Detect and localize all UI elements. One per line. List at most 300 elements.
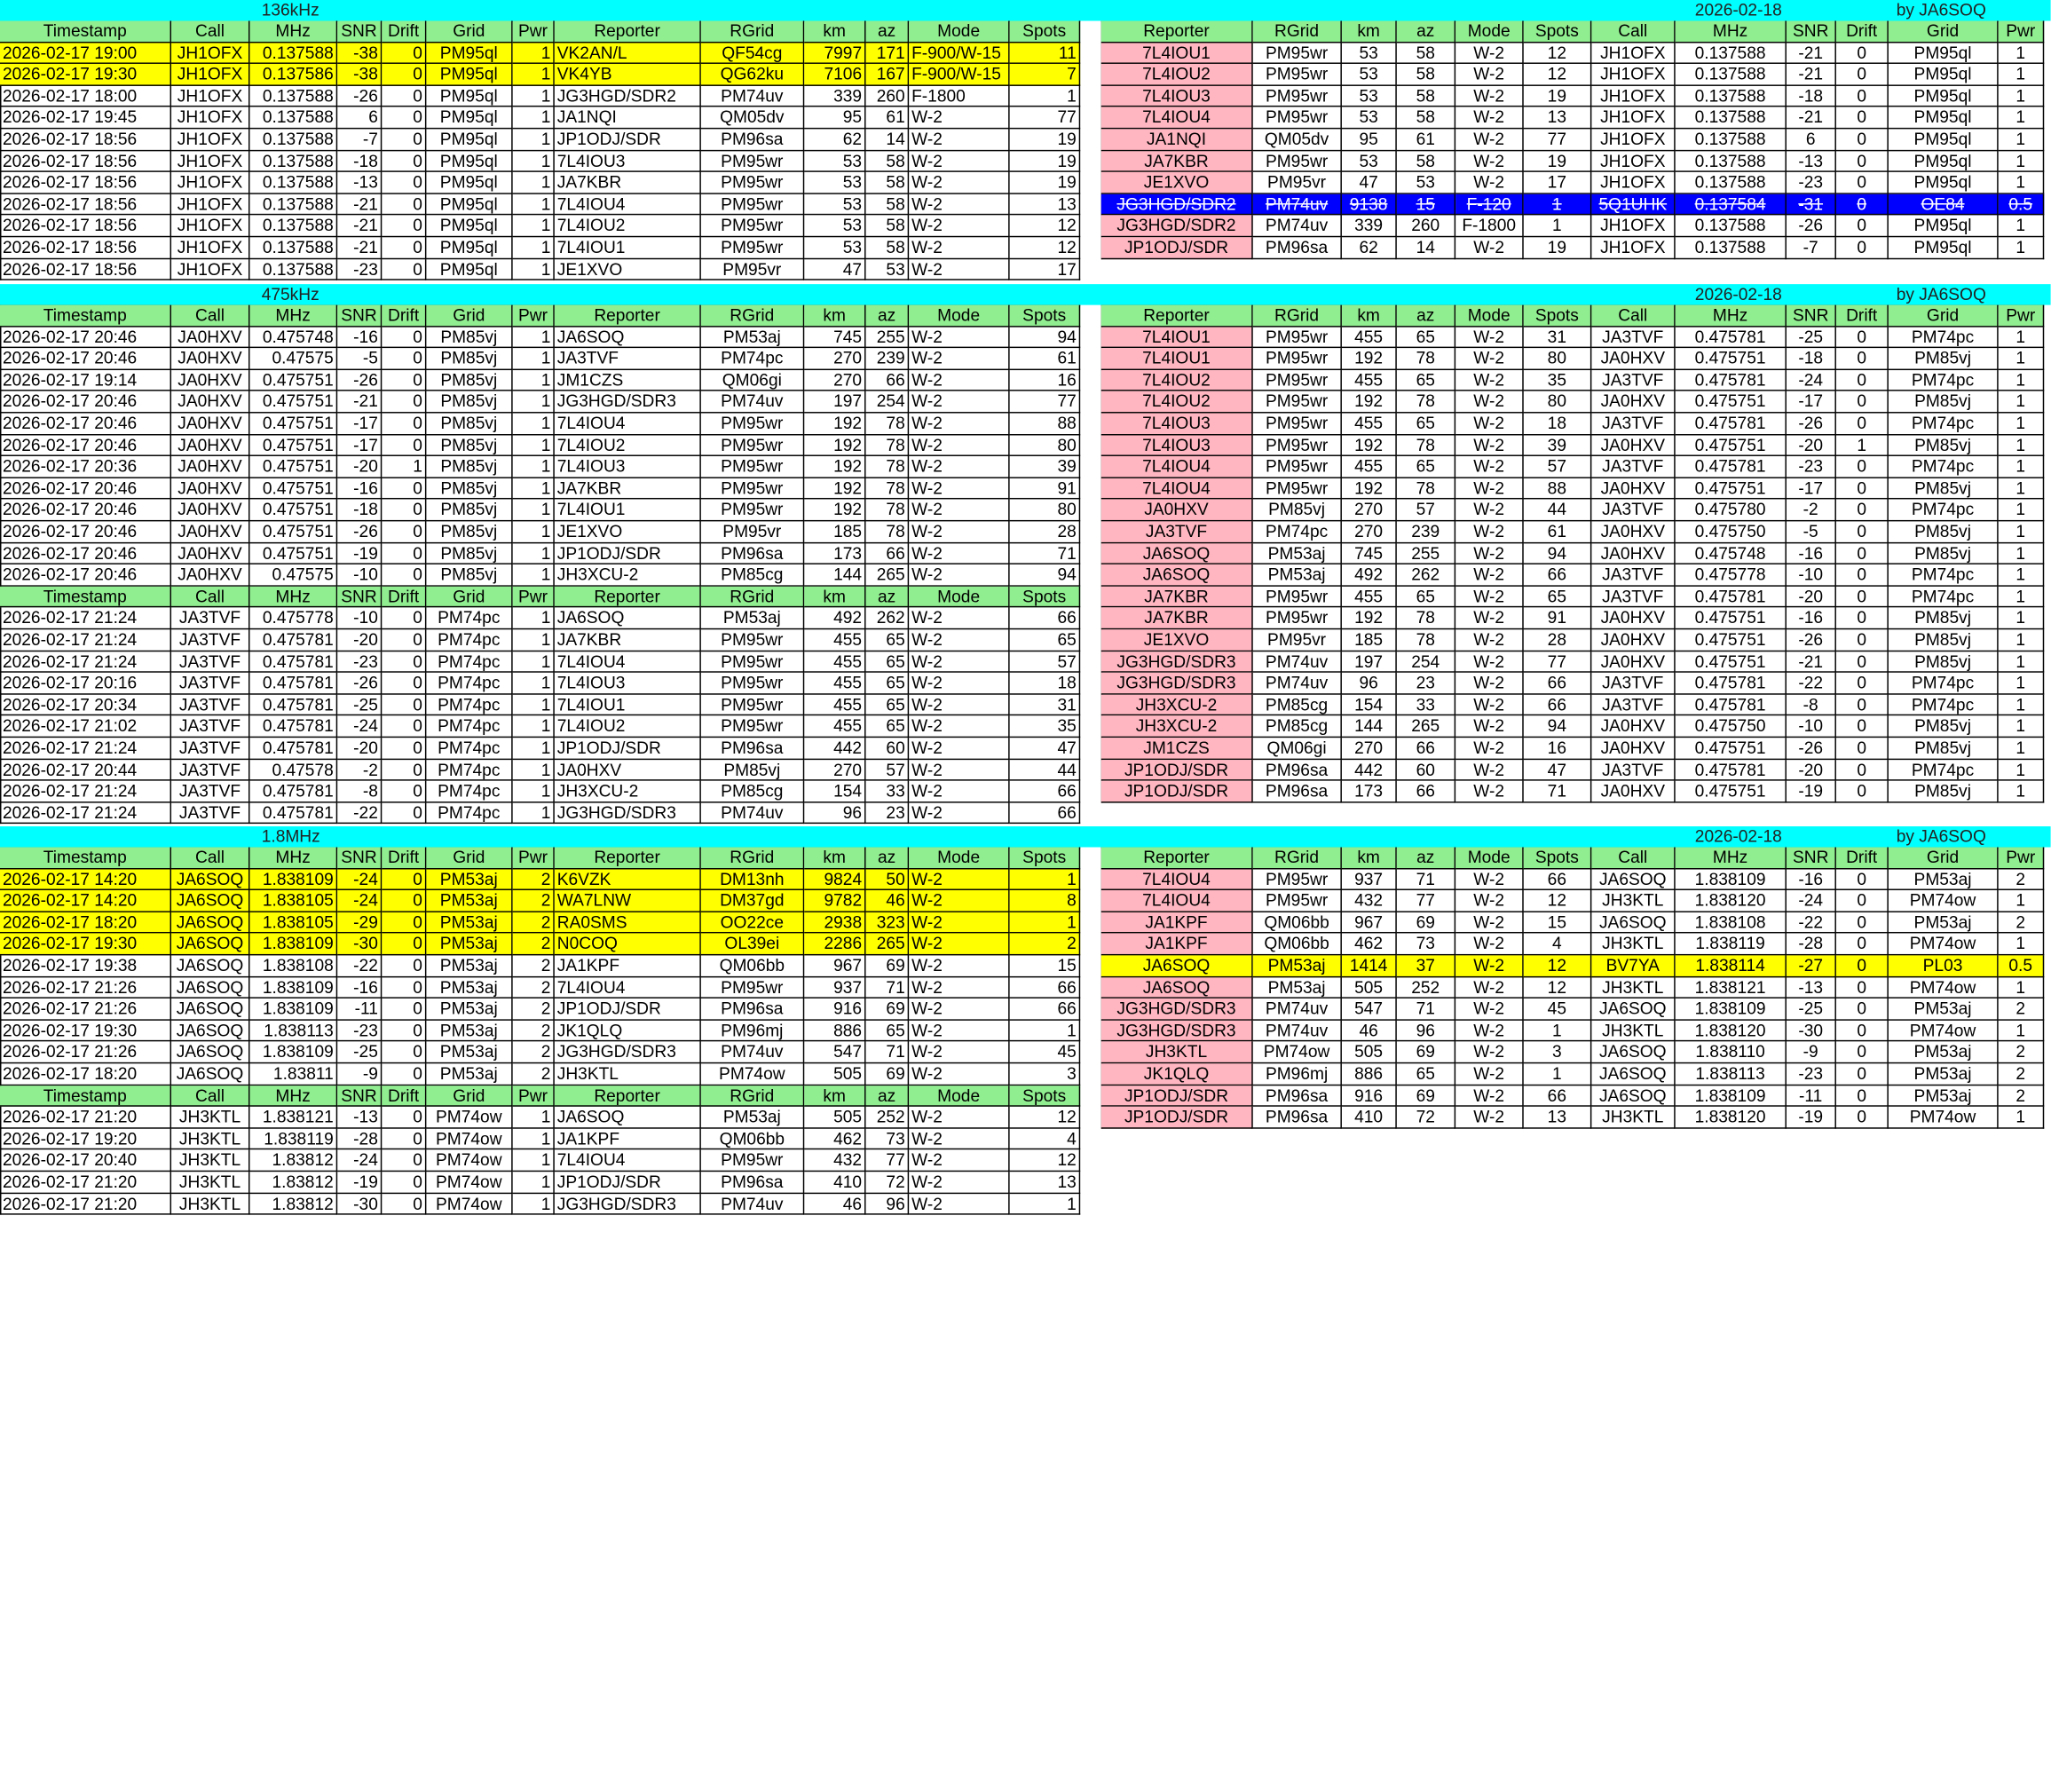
column-header-drift: Drift [382,848,426,869]
cell-call: JA3TVF [171,760,249,781]
band-author: by JA6SOQ [1896,284,1986,304]
cell-drift: 0 [382,1107,426,1128]
cell-timestamp: 2026-02-17 19:14 [0,370,171,391]
cell-mhz: 0.137588 [1676,107,1787,129]
column-header-mode: Mode [1455,848,1524,869]
cell-call: JA0HXV [1591,629,1675,651]
cell-mode: W-2 [1455,738,1524,759]
cell-spots: 94 [1010,327,1081,348]
cell-rgrid: PM95wr [1253,869,1342,890]
cell-rgrid: PM95wr [701,694,804,715]
band-date: 2026-02-18 [1694,284,1782,304]
cell-reporter: JA1KPF [555,1128,701,1149]
cell-km: 46 [804,1194,865,1215]
cell-drift: 0 [1836,1021,1889,1042]
cell-km: 53 [1342,43,1397,64]
cell-spots: 7 [1010,64,1081,85]
cell-grid: PM85vj [426,543,512,564]
cell-rgrid: PM85vj [1253,500,1342,521]
cell-grid: PM85vj [426,500,512,521]
cell-grid: PM95ql [1889,64,1999,85]
cell-rgrid: PM74uv [1253,194,1342,216]
cell-az: 71 [1397,869,1455,890]
cell-reporter: JK1QLQ [555,1021,701,1042]
cell-reporter: 7L4IOU1 [555,237,701,258]
cell-call: JA0HXV [171,500,249,521]
cell-az: 58 [866,216,910,237]
column-header-drift: Drift [382,587,426,608]
cell-mhz: 0.137588 [1676,216,1787,237]
cell-mhz: 0.475751 [1676,738,1787,759]
cell-reporter: JA1KPF [555,955,701,976]
column-header-timestamp: Timestamp [0,20,171,42]
cell-spots: 11 [1010,43,1081,64]
cell-snr: -20 [337,738,382,759]
cell-mode: W-2 [909,738,1009,759]
cell-mhz: 0.475751 [249,543,337,564]
cell-rgrid: PM74uv [1253,651,1342,673]
cell-snr: -28 [337,1128,382,1149]
cell-mhz: 0.137588 [1676,151,1787,172]
cell-pwr: 1 [513,760,555,781]
column-header-pwr: Pwr [1999,848,2045,869]
cell-snr: -24 [337,890,382,912]
cell-snr: -29 [337,912,382,934]
cell-reporter: WA7LNW [555,890,701,912]
cell-reporter: JA7KBR [555,478,701,500]
cell-mode: W-2 [909,694,1009,715]
column-header-rgrid: RGrid [701,20,804,42]
cell-rgrid: QM06bb [701,1128,804,1149]
cell-mode: W-2 [1455,327,1524,348]
cell-drift: 0 [1836,478,1889,500]
cell-km: 53 [1342,86,1397,107]
cell-pwr: 0.5 [1999,194,2045,216]
cell-spots: 2 [1010,934,1081,955]
cell-spots: 77 [1524,129,1592,150]
cell-spots: 1 [1010,86,1081,107]
table-row [1101,370,2044,391]
cell-az: 58 [866,151,910,172]
cell-timestamp: 2026-02-17 20:46 [0,543,171,564]
cell-mode: W-2 [1455,1063,1524,1085]
cell-az: 96 [866,1194,910,1215]
column-header-pwr: Pwr [1999,305,2045,327]
cell-km: 192 [804,435,865,456]
cell-grid: PM74ow [1889,890,1999,912]
cell-mode: W-2 [1455,456,1524,478]
cell-snr: -23 [337,1021,382,1042]
cell-reporter: 7L4IOU2 [1101,370,1253,391]
cell-km: 1414 [1342,955,1397,976]
column-header-drift: Drift [382,1085,426,1107]
cell-grid: PM74pc [426,651,512,673]
cell-mode: W-2 [909,564,1009,586]
cell-reporter: 7L4IOU3 [555,151,701,172]
cell-pwr: 1 [513,237,555,258]
cell-spots: 80 [1524,391,1592,413]
cell-call: JH1OFX [171,216,249,237]
cell-rgrid: PM74ow [701,1063,804,1085]
cell-timestamp: 2026-02-17 19:45 [0,107,171,129]
cell-pwr: 2 [1999,1042,2045,1063]
cell-timestamp: 2026-02-17 20:46 [0,564,171,586]
cell-timestamp: 2026-02-17 18:56 [0,151,171,172]
cell-az: 78 [1397,478,1455,500]
cell-call: JA0HXV [1591,391,1675,413]
cell-call: JA3TVF [1591,694,1675,715]
cell-km: 192 [804,478,865,500]
cell-drift: 0 [382,781,426,802]
cell-pwr: 2 [513,1042,555,1063]
column-header-km: km [1342,305,1397,327]
column-header-grid: Grid [426,848,512,869]
cell-rgrid: PM74pc [1253,521,1342,542]
column-header-snr: SNR [1787,848,1836,869]
cell-mhz: 0.475778 [249,608,337,629]
column-header-drift: Drift [382,305,426,327]
cell-snr: -22 [337,802,382,824]
cell-timestamp: 2026-02-17 19:00 [0,43,171,64]
cell-mode: W-2 [909,999,1009,1020]
cell-mode: F-1800 [1455,216,1524,237]
cell-mode: W-2 [909,194,1009,216]
cell-grid: PM53aj [426,934,512,955]
cell-pwr: 1 [1999,760,2045,781]
cell-rgrid: PM95wr [701,651,804,673]
cell-az: 78 [1397,391,1455,413]
cell-mode: W-2 [909,435,1009,456]
cell-call: JH3KTL [1591,1107,1675,1128]
cell-drift: 1 [382,456,426,478]
cell-grid: PM53aj [1889,1085,1999,1107]
cell-pwr: 1 [1999,1021,2045,1042]
cell-mhz: 0.137588 [249,129,337,150]
cell-km: 462 [1342,934,1397,955]
cell-call: JH3KTL [1591,890,1675,912]
cell-az: 254 [866,391,910,413]
cell-call: JA6SOQ [171,890,249,912]
cell-call: JA6SOQ [1591,912,1675,934]
cell-mhz: 1.838120 [1676,1107,1787,1128]
cell-call: JA0HXV [1591,348,1675,369]
cell-rgrid: PM95wr [701,673,804,694]
table-row [0,237,1080,258]
cell-grid: PM95ql [1889,151,1999,172]
cell-reporter: JE1XVO [555,259,701,280]
cell-call: JA0HXV [1591,651,1675,673]
cell-mhz: 0.475781 [1676,587,1787,608]
cell-mhz: 1.83812 [249,1172,337,1193]
cell-pwr: 1 [1999,694,2045,715]
cell-call: JA0HXV [171,414,249,435]
cell-km: 53 [804,216,865,237]
cell-mhz: 1.838119 [1676,934,1787,955]
cell-timestamp: 2026-02-17 21:24 [0,738,171,759]
cell-mhz: 0.137588 [1676,43,1787,64]
cell-rgrid: PM95wr [701,1150,804,1172]
cell-rgrid: QM06bb [701,955,804,976]
cell-snr: -2 [1787,500,1836,521]
cell-snr: -30 [337,934,382,955]
cell-spots: 18 [1010,673,1081,694]
cell-az: 78 [1397,348,1455,369]
cell-grid: PM85vj [426,327,512,348]
cell-mode: W-2 [1455,781,1524,802]
cell-grid: PM53aj [426,955,512,976]
cell-pwr: 1 [1999,890,2045,912]
cell-spots: 66 [1524,673,1592,694]
cell-az: 260 [866,86,910,107]
table-row [0,608,1080,629]
cell-grid: PM85vj [1889,629,1999,651]
cell-mhz: 0.475751 [249,456,337,478]
cell-snr: -16 [1787,869,1836,890]
cell-reporter: JA7KBR [555,629,701,651]
cell-mhz: 0.137588 [249,194,337,216]
cell-rgrid: PM95wr [701,456,804,478]
cell-pwr: 1 [1999,435,2045,456]
cell-pwr: 1 [1999,651,2045,673]
cell-km: 270 [804,760,865,781]
cell-snr: -10 [1787,716,1836,738]
cell-spots: 57 [1010,651,1081,673]
cell-call: JH1OFX [171,172,249,193]
cell-snr: -13 [1787,151,1836,172]
cell-az: 65 [866,651,910,673]
cell-grid: PM74pc [426,760,512,781]
column-header-call: Call [1591,305,1675,327]
cell-snr: -7 [1787,237,1836,258]
table-header-row [0,848,1080,869]
cell-drift: 0 [382,391,426,413]
cell-spots: 65 [1010,629,1081,651]
cell-rgrid: PM53aj [1253,977,1342,999]
cell-grid: PM53aj [426,869,512,890]
cell-grid: PM74ow [1889,1021,1999,1042]
table-row [1101,738,2044,759]
cell-spots: 13 [1010,1172,1081,1193]
cell-grid: PM74pc [426,694,512,715]
cell-spots: 94 [1524,716,1592,738]
cell-mhz: 0.475751 [1676,478,1787,500]
cell-drift: 0 [382,673,426,694]
cell-grid: PL03 [1889,955,1999,976]
cell-mode: W-2 [1455,890,1524,912]
cell-mode: W-2 [909,237,1009,258]
cell-reporter: 7L4IOU3 [555,673,701,694]
cell-pwr: 1 [513,259,555,280]
cell-az: 78 [866,478,910,500]
cell-call: JA6SOQ [171,869,249,890]
cell-mhz: 0.475781 [249,651,337,673]
cell-pwr: 1 [513,172,555,193]
cell-drift: 0 [382,912,426,934]
table-row [1101,194,2044,216]
cell-grid: PM74ow [1889,1107,1999,1128]
cell-rgrid: QM06bb [1253,934,1342,955]
cell-reporter: 7L4IOU4 [555,414,701,435]
cell-call: JH1OFX [171,237,249,258]
cell-grid: PM95ql [426,259,512,280]
table-row [0,1150,1080,1172]
cell-pwr: 1 [1999,521,2045,542]
cell-mode: W-2 [909,1194,1009,1215]
cell-reporter: JA6SOQ [1101,977,1253,999]
cell-pwr: 1 [513,129,555,150]
column-header-pwr: Pwr [513,848,555,869]
cell-az: 33 [866,781,910,802]
cell-spots: 13 [1524,107,1592,129]
cell-call: JA3TVF [171,673,249,694]
cell-km: 96 [1342,673,1397,694]
cell-grid: PM85vj [426,414,512,435]
cell-reporter: JM1CZS [1101,738,1253,759]
cell-call: JA6SOQ [1591,869,1675,890]
cell-drift: 0 [382,1063,426,1085]
column-header-mode: Mode [1455,305,1524,327]
cell-timestamp: 2026-02-17 19:30 [0,1021,171,1042]
cell-drift: 0 [1836,216,1889,237]
cell-rgrid: PM96sa [701,543,804,564]
cell-km: 339 [804,86,865,107]
cell-pwr: 1 [513,43,555,64]
cell-pwr: 1 [513,391,555,413]
cell-call: JH1OFX [1591,64,1675,85]
cell-grid: PM53aj [1889,1063,1999,1085]
cell-km: 185 [1342,629,1397,651]
cell-km: 455 [1342,587,1397,608]
cell-az: 53 [866,259,910,280]
cell-call: JH1OFX [1591,86,1675,107]
cell-km: 192 [804,500,865,521]
cell-grid: PM74pc [1889,500,1999,521]
cell-snr: -22 [337,955,382,976]
cell-drift: 0 [382,760,426,781]
cell-mhz: 0.475750 [1676,716,1787,738]
cell-call: JA0HXV [1591,435,1675,456]
cell-pwr: 1 [1999,564,2045,586]
band-bar-475khz [0,284,2051,304]
cell-mhz: 0.475781 [249,673,337,694]
cell-az: 60 [1397,760,1455,781]
cell-grid: PM95ql [426,237,512,258]
cell-snr: -23 [337,259,382,280]
cell-mhz: 1.838119 [249,1128,337,1149]
cell-mhz: 1.838108 [1676,912,1787,934]
cell-pwr: 1 [1999,934,2045,955]
cell-rgrid: QM06gi [701,370,804,391]
cell-km: 492 [1342,564,1397,586]
cell-spots: 66 [1010,608,1081,629]
cell-az: 65 [866,716,910,738]
cell-pwr: 1 [1999,43,2045,64]
cell-snr: -21 [337,216,382,237]
cell-grid: PM74pc [426,716,512,738]
cell-call: BV7YA [1591,955,1675,976]
column-header-spots: Spots [1524,848,1592,869]
cell-drift: 0 [1836,391,1889,413]
cell-grid: PM85vj [426,435,512,456]
column-header-reporter: Reporter [555,20,701,42]
cell-spots: 19 [1524,151,1592,172]
cell-snr: -21 [337,237,382,258]
cell-rgrid: QM05dv [1253,129,1342,150]
cell-pwr: 1 [513,1150,555,1172]
cell-timestamp: 2026-02-17 21:24 [0,781,171,802]
cell-rgrid: PM96mj [1253,1063,1342,1085]
cell-az: 78 [866,521,910,542]
table-header-row [1101,305,2044,327]
cell-rgrid: PM74uv [1253,999,1342,1020]
cell-call: JH1OFX [1591,237,1675,258]
column-header-snr: SNR [337,587,382,608]
cell-timestamp: 2026-02-17 20:46 [0,478,171,500]
cell-snr: -23 [1787,172,1836,193]
cell-az: 73 [1397,934,1455,955]
cell-mhz: 0.475751 [249,414,337,435]
cell-timestamp: 2026-02-17 19:38 [0,955,171,976]
cell-rgrid: PM95vr [701,259,804,280]
cell-grid: OE84 [1889,194,1999,216]
cell-call: JA6SOQ [1591,999,1675,1020]
cell-rgrid: PM95wr [701,716,804,738]
cell-grid: PM74ow [426,1107,512,1128]
cell-mode: W-2 [1455,107,1524,129]
cell-km: 9824 [804,869,865,890]
cell-snr: -19 [1787,1107,1836,1128]
cell-reporter: JG3HGD/SDR3 [1101,673,1253,694]
cell-grid: PM74pc [1889,327,1999,348]
cell-grid: PM85vj [1889,391,1999,413]
cell-snr: -24 [337,869,382,890]
table-row [1101,716,2044,738]
cell-rgrid: PM95wr [1253,370,1342,391]
cell-snr: -26 [1787,216,1836,237]
cell-rgrid: PM74uv [1253,673,1342,694]
cell-snr: -8 [337,781,382,802]
cell-reporter: 7L4IOU1 [1101,327,1253,348]
cell-mode: W-2 [1455,934,1524,955]
cell-mode: W-2 [1455,172,1524,193]
cell-grid: PM85vj [426,348,512,369]
cell-pwr: 1 [513,456,555,478]
cell-rgrid: PM74uv [701,802,804,824]
cell-reporter: JA6SOQ [555,608,701,629]
cell-mode: W-2 [909,370,1009,391]
cell-timestamp: 2026-02-17 21:20 [0,1107,171,1128]
cell-spots: 15 [1524,912,1592,934]
cell-pwr: 1 [1999,327,2045,348]
cell-mode: W-2 [1455,86,1524,107]
cell-az: 265 [866,934,910,955]
cell-pwr: 1 [1999,151,2045,172]
cell-spots: 1 [1010,869,1081,890]
cell-az: 61 [866,107,910,129]
cell-mode: W-2 [1455,999,1524,1020]
cell-az: 37 [1397,955,1455,976]
cell-pwr: 1 [1999,716,2045,738]
column-header-reporter: Reporter [1101,848,1253,869]
cell-call: JA3TVF [1591,414,1675,435]
cell-drift: 0 [1836,456,1889,478]
table-row [1101,435,2044,456]
cell-km: 455 [1342,414,1397,435]
cell-az: 73 [866,1128,910,1149]
cell-grid: PM53aj [1889,999,1999,1020]
cell-az: 260 [1397,216,1455,237]
cell-mode: W-2 [1455,237,1524,258]
